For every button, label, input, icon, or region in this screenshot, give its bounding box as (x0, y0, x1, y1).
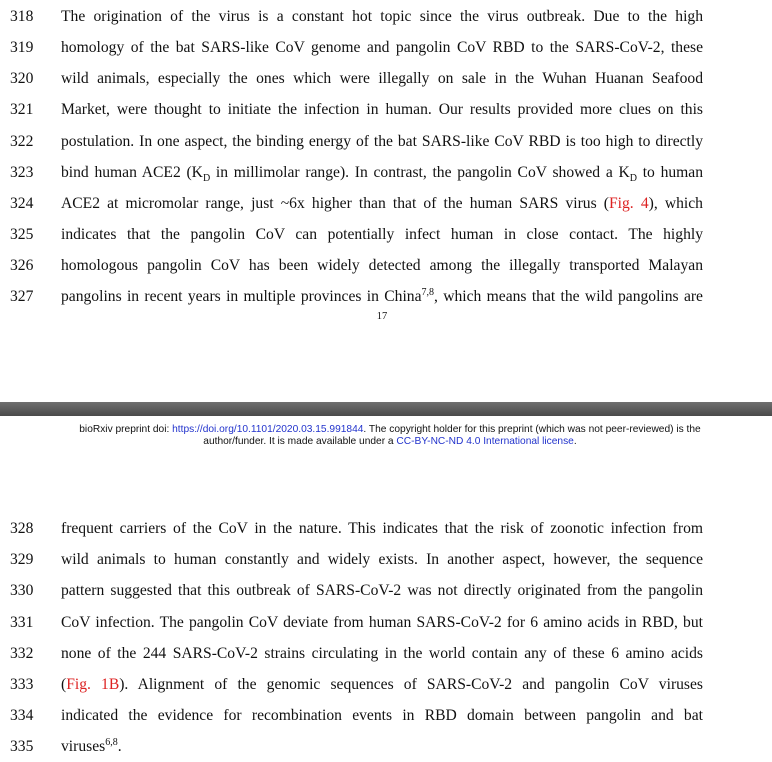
page-number: 17 (376, 311, 388, 322)
doi-link[interactable]: https://doi.org/10.1101/2020.03.15.991844 (172, 424, 364, 435)
line-number: 329 (10, 551, 34, 568)
line-text: wild animals, especially the ones which were illegally on sale in the Wuhan Huanan Seafood (61, 70, 703, 87)
subscript: D (629, 173, 637, 185)
text-line (0, 193, 772, 215)
citation-superscript: 6,8 (105, 736, 118, 748)
line-number: 335 (10, 738, 34, 755)
line-text: homology of the bat SARS-like CoV genome and pangolin CoV RBD to the SARS-CoV-2, these (61, 39, 703, 56)
line-number: 327 (10, 288, 34, 305)
text-line (0, 131, 772, 153)
line-text: pattern suggested that this outbreak of SARS-CoV-2 was not directly originated from the pangolin (61, 582, 703, 599)
line-text (61, 162, 703, 184)
text-line (0, 705, 772, 727)
line-number: 322 (10, 133, 34, 150)
text-line (0, 68, 772, 90)
line-text: The origination of the virus is a constant hot topic since the virus outbreak. Due to the high (61, 8, 703, 25)
text-line (0, 99, 772, 121)
line-text: frequent carriers of the CoV in the nature. This indicates that the risk of zoonotic infection from (61, 520, 703, 537)
line-text: indicates that the pangolin CoV can potentially infect human in close contact. The highly (61, 226, 703, 243)
text-fragment: ), which (648, 195, 703, 212)
text-fragment: ( (61, 676, 67, 693)
line-text: Market, were thought to initiate the infection in human. Our results provided more clues on this (61, 101, 703, 118)
text-line (0, 736, 772, 758)
line-text: CoV infection. The pangolin CoV deviate from human SARS-CoV-2 for 6 amino acids in RBD, but (61, 614, 703, 631)
line-text (61, 736, 703, 758)
text-line (0, 286, 772, 308)
line-text: postulation. In one aspect, the binding energy of the bat SARS-like CoV RBD is too high to directly (61, 133, 703, 150)
line-number: 320 (10, 70, 34, 87)
text-fragment: viruses (61, 738, 106, 755)
citation-superscript: 7,8 (421, 286, 434, 298)
text-fragment: , which means that the wild pangolins are (434, 288, 703, 305)
figure-reference-link[interactable]: Fig. 4 (609, 195, 649, 212)
preprint-banner (40, 424, 740, 448)
license-link[interactable]: CC-BY-NC-ND 4.0 International license (396, 436, 574, 447)
page-separator (0, 402, 772, 416)
line-number: 328 (10, 520, 34, 537)
text-line (0, 643, 772, 665)
text-line (0, 580, 772, 602)
banner-text: . (573, 436, 577, 447)
text-fragment: in millimolar range). In contrast, the pangolin CoV showed a K (210, 164, 630, 181)
text-line (0, 612, 772, 634)
text-line (0, 549, 772, 571)
line-number: 323 (10, 164, 34, 181)
line-text (61, 193, 703, 215)
line-number: 318 (10, 8, 34, 25)
banner-text: author/funder. It is made available under a (203, 436, 397, 447)
text-line (0, 6, 772, 28)
text-line (0, 518, 772, 540)
line-number: 325 (10, 226, 34, 243)
line-text: indicated the evidence for recombination events in RBD domain between pangolin and bat (61, 707, 703, 724)
line-number: 331 (10, 614, 34, 631)
text-fragment: pangolins in recent years in multiple provinces in China (61, 288, 422, 305)
text-line (0, 255, 772, 277)
line-number: 332 (10, 645, 34, 662)
line-number: 330 (10, 582, 34, 599)
text-fragment: bind human ACE2 (K (61, 164, 203, 181)
text-line (0, 224, 772, 246)
line-number: 334 (10, 707, 34, 724)
line-text (61, 286, 703, 308)
line-number: 324 (10, 195, 34, 212)
text-fragment: . (117, 738, 122, 755)
line-text: homologous pangolin CoV has been widely detected among the illegally transported Malayan (61, 257, 703, 274)
line-text (61, 674, 703, 696)
text-fragment: ACE2 at micromolar range, just ~6x higher than that of the human SARS virus ( (61, 195, 609, 212)
text-line (0, 162, 772, 184)
text-line (0, 674, 772, 696)
banner-line-2 (40, 436, 740, 448)
line-number: 326 (10, 257, 34, 274)
banner-text: . The copyright holder for this preprint (which was not peer-reviewed) is the (363, 424, 701, 435)
figure-reference-link[interactable]: Fig. 1B (66, 676, 120, 693)
text-fragment: ). Alignment of the genomic sequences of SARS-CoV-2 and pangolin CoV viruses (119, 676, 703, 693)
line-number: 319 (10, 39, 34, 56)
banner-text: bioRxiv preprint doi: (79, 424, 173, 435)
line-number: 321 (10, 101, 34, 118)
line-text: wild animals to human constantly and widely exists. In another aspect, however, the sequence (61, 551, 703, 568)
banner-line-1 (40, 424, 740, 436)
subscript: D (202, 173, 211, 185)
text-line (0, 37, 772, 59)
line-text: none of the 244 SARS-CoV-2 strains circulating in the world contain any of these 6 amino acids (61, 645, 703, 662)
line-number: 333 (10, 676, 34, 693)
text-fragment: to human (636, 164, 704, 181)
